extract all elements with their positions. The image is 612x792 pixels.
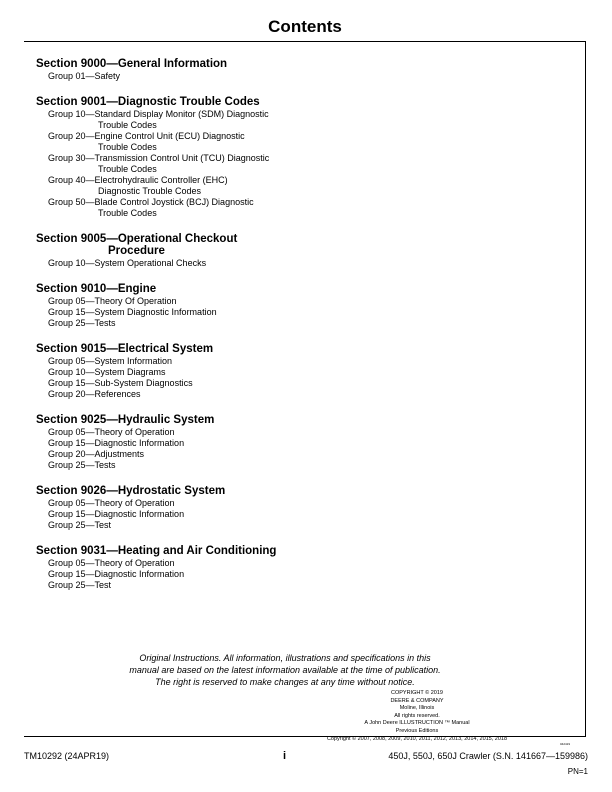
section-title[interactable]: [36, 545, 336, 557]
notice-line: The right is reserved to make changes at any time without notice.: [155, 677, 415, 687]
toc-section: [36, 58, 336, 82]
toc-section: [36, 233, 336, 269]
copyright-line: Moline, Illinois: [399, 705, 435, 712]
group-text-continuation: Diagnostic Trouble Codes: [98, 186, 202, 196]
toc-group-entry[interactable]: [36, 296, 336, 307]
group-text: Group 20—Adjustments: [48, 449, 145, 459]
section-title[interactable]: [36, 414, 336, 426]
toc-section: [36, 283, 336, 329]
group-text: Group 15—Diagnostic Information: [48, 569, 185, 579]
group-text: Group 25—Test: [48, 580, 112, 590]
toc-group-entry[interactable]: [36, 109, 336, 131]
group-text: Group 20—References: [48, 389, 141, 399]
group-text: Group 40—Electrohydraulic Controller (EHC): [48, 175, 228, 185]
section-title-text: Section 9015—Electrical System: [36, 343, 214, 355]
group-text-continuation: Trouble Codes: [98, 164, 157, 174]
toc-group-entry[interactable]: [36, 307, 336, 318]
section-title[interactable]: [36, 96, 336, 108]
toc-section: [36, 485, 336, 531]
header-rule: [24, 41, 586, 42]
group-text-continuation: Trouble Codes: [98, 142, 157, 152]
section-title[interactable]: [36, 343, 336, 355]
toc-group-entry[interactable]: [36, 153, 336, 175]
copyright-line: A John Deere ILLUSTRUCTION ™ Manual: [364, 720, 470, 727]
group-text: Group 01—Safety: [48, 71, 121, 81]
toc-group-entry[interactable]: [36, 427, 336, 438]
section-title-text: Section 9010—Engine: [36, 283, 157, 295]
copyright-line: COPYRIGHT © 2019: [391, 690, 443, 696]
toc-section: [36, 414, 336, 471]
group-text: Group 05—Theory of Operation: [48, 558, 175, 568]
section-title-text: Section 9005—Operational Checkout: [36, 233, 238, 245]
group-text: Group 30—Transmission Control Unit (TCU) Diagnostic: [48, 153, 270, 163]
group-text: Group 15—System Diagnostic Information: [48, 307, 217, 317]
toc-group-entry[interactable]: [36, 367, 336, 378]
toc-group-entry[interactable]: [36, 498, 336, 509]
group-text: Group 25—Test: [48, 520, 112, 530]
machine-models: 450J, 550J, 650J Crawler (S.N. 141667—159986): [388, 751, 588, 761]
toc-group-entry[interactable]: [36, 378, 336, 389]
toc-group-entry[interactable]: [36, 175, 336, 197]
toc-group-entry[interactable]: [36, 131, 336, 153]
section-title-text: Section 9031—Heating and Air Conditioning: [36, 545, 277, 557]
toc-section: [36, 545, 336, 591]
toc-section: [36, 96, 336, 219]
toc-group-entry[interactable]: [36, 318, 336, 329]
toc-group-entry[interactable]: [36, 558, 336, 569]
toc-group-entry[interactable]: [36, 71, 336, 82]
toc-group-entry[interactable]: [36, 509, 336, 520]
group-text: Group 10—Standard Display Monitor (SDM) Diagnostic: [48, 109, 269, 119]
toc-group-entry[interactable]: [36, 356, 336, 367]
copyright-line: DEERE & COMPANY: [390, 697, 444, 704]
footer-rule: [24, 736, 586, 737]
page-number: i: [283, 750, 287, 762]
toc-group-entry[interactable]: [36, 449, 336, 460]
toc-group-entry[interactable]: [36, 520, 336, 531]
document-number: TM10292 (24APR19): [24, 751, 110, 761]
group-text: Group 15—Diagnostic Information: [48, 509, 185, 519]
revision-code: 042419: [560, 742, 571, 746]
toc-group-entry[interactable]: [36, 580, 336, 591]
section-title-text: Section 9001—Diagnostic Trouble Codes: [36, 96, 260, 108]
section-title[interactable]: [36, 233, 336, 257]
group-text: Group 10—System Operational Checks: [48, 258, 207, 268]
table-of-contents: [36, 58, 336, 605]
group-text: Group 05—System Information: [48, 356, 173, 366]
toc-group-entry[interactable]: [36, 389, 336, 400]
group-text: Group 25—Tests: [48, 318, 116, 328]
toc-group-entry[interactable]: [36, 258, 336, 269]
group-text: Group 15—Diagnostic Information: [48, 438, 185, 448]
copyright-line: All rights reserved.: [394, 712, 440, 719]
group-text: Group 05—Theory Of Operation: [48, 296, 177, 306]
group-text: Group 05—Theory of Operation: [48, 498, 175, 508]
original-instructions-notice: [90, 652, 480, 688]
section-title-continuation: Procedure: [108, 245, 165, 257]
section-title[interactable]: [36, 283, 336, 295]
section-title[interactable]: [36, 58, 336, 70]
group-text: Group 20—Engine Control Unit (ECU) Diagnostic: [48, 131, 245, 141]
section-title-text: Section 9025—Hydraulic System: [36, 414, 215, 426]
toc-group-entry[interactable]: [36, 569, 336, 580]
group-text: Group 05—Theory of Operation: [48, 427, 175, 437]
group-text-continuation: Trouble Codes: [98, 208, 157, 218]
page-title: Contents: [268, 17, 342, 36]
toc-group-entry[interactable]: [36, 460, 336, 471]
copyright-line: Copyright © 2007, 2008, 2009, 2010, 2011, 2012, 2013, 2014, 2015, 2018: [326, 735, 508, 742]
group-text: Group 15—Sub-System Diagnostics: [48, 378, 193, 388]
right-margin-rule: [585, 41, 586, 736]
section-title[interactable]: [36, 485, 336, 497]
group-text: Group 50—Blade Control Joystick (BCJ) Diagnostic: [48, 197, 254, 207]
section-title-text: Section 9000—General Information: [36, 58, 228, 70]
group-text: Group 25—Tests: [48, 460, 116, 470]
toc-section: [36, 343, 336, 400]
pn-number: PN=1: [567, 767, 588, 776]
section-title-text: Section 9026—Hydrostatic System: [36, 485, 226, 497]
notice-line: manual are based on the latest information available at the time of publication.: [129, 665, 441, 675]
notice-line: Original Instructions. All information, illustrations and specifications in this: [139, 653, 431, 663]
toc-group-entry[interactable]: [36, 438, 336, 449]
toc-group-entry[interactable]: [36, 197, 336, 219]
copyright-line: Previous Editions: [395, 727, 439, 734]
group-text: Group 10—System Diagrams: [48, 367, 166, 377]
group-text-continuation: Trouble Codes: [98, 120, 157, 130]
